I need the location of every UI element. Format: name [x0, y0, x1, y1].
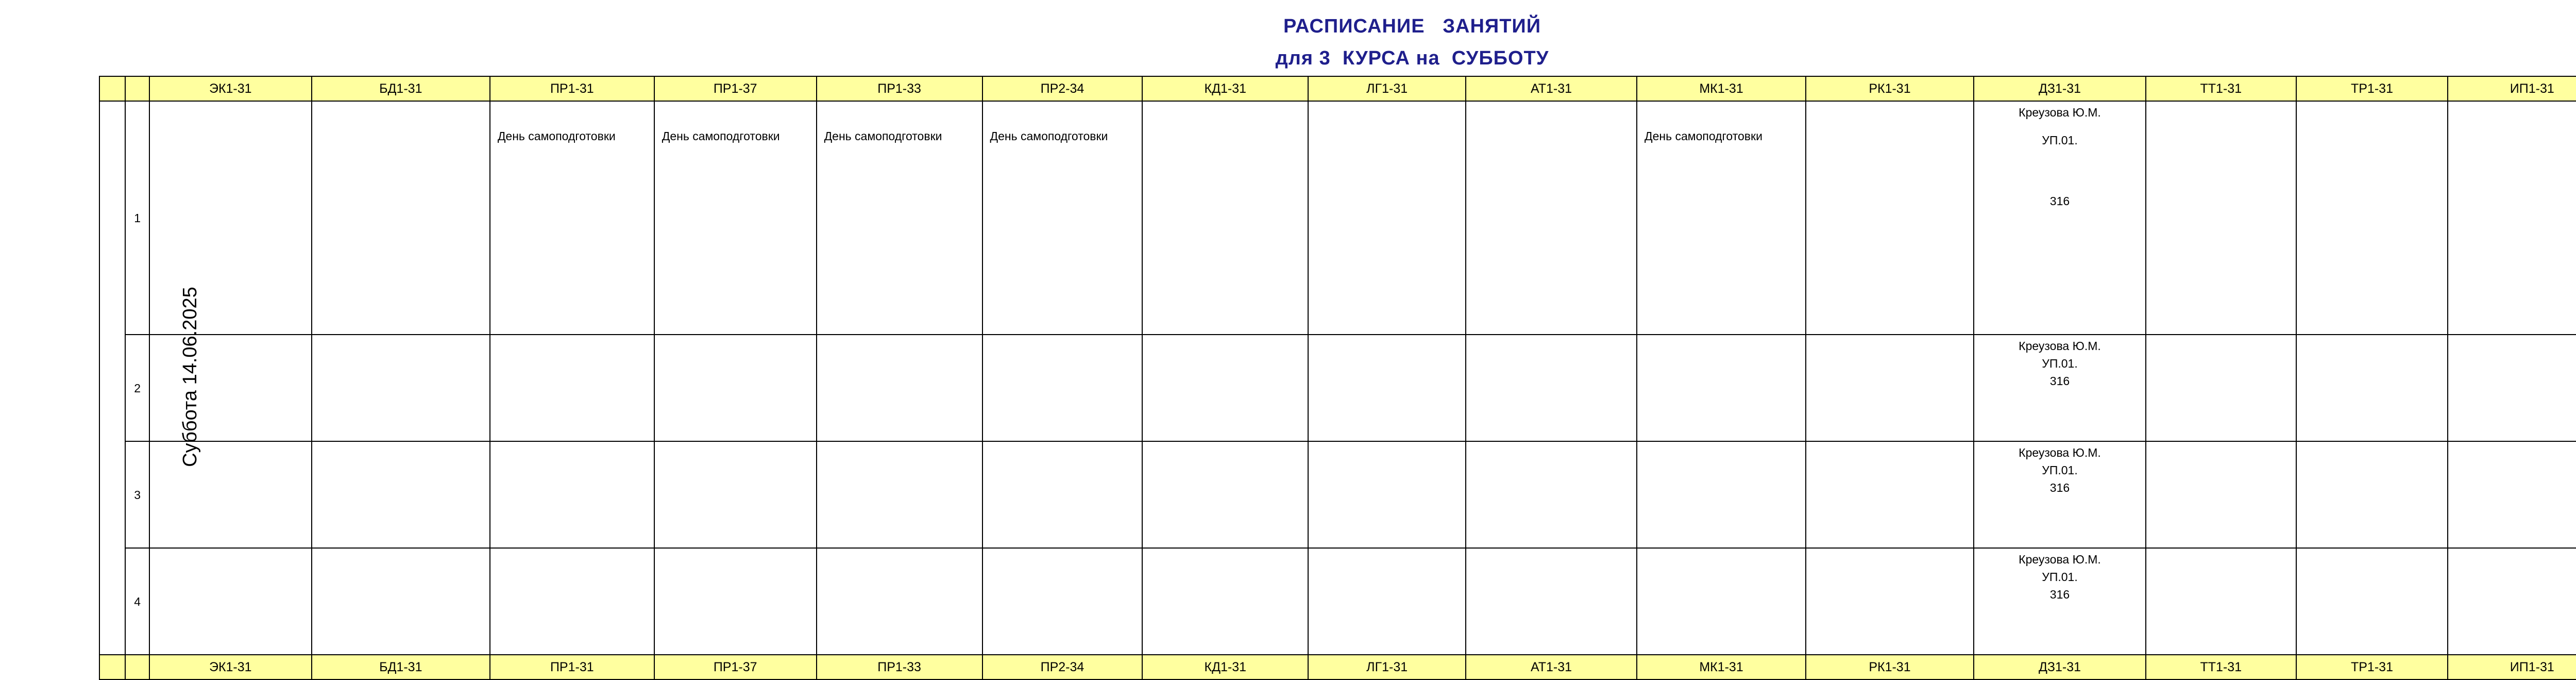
- group-header: РК1-31: [1806, 655, 1974, 679]
- subject-code: УП.01.: [2042, 357, 2078, 370]
- group-header: КД1-31: [1142, 76, 1308, 101]
- group-header: ДЗ1-31: [1974, 76, 2146, 101]
- schedule-cell: [1466, 548, 1637, 655]
- schedule-cell: [1142, 335, 1308, 441]
- schedule-cell: [2448, 335, 2576, 441]
- schedule-cell: День самоподготовки: [490, 101, 654, 335]
- schedule-cell: [312, 441, 490, 548]
- schedule-cell: [2448, 441, 2576, 548]
- schedule-title: РАСПИСАНИЕ ЗАНЯТИЙ: [1283, 15, 1541, 37]
- schedule-cell: [1637, 548, 1806, 655]
- schedule-cell: [1142, 548, 1308, 655]
- group-header: ТР1-31: [2296, 76, 2448, 101]
- group-header: ПР1-33: [817, 76, 982, 101]
- header-row-bottom: [99, 655, 2576, 679]
- schedule-cell: [1308, 441, 1466, 548]
- group-header: РК1-31: [1806, 76, 1974, 101]
- schedule-cell: [1142, 101, 1308, 335]
- teacher-name: Креузова Ю.М.: [2019, 446, 2101, 459]
- schedule-cell: [2296, 335, 2448, 441]
- group-header: ТТ1-31: [2146, 655, 2296, 679]
- period-row: [99, 335, 2576, 441]
- group-header: ЛГ1-31: [1308, 655, 1466, 679]
- group-header: ПР2-34: [982, 655, 1143, 679]
- schedule-cell: [1308, 548, 1466, 655]
- group-header: ЭК1-31: [149, 76, 312, 101]
- schedule-cell: [2296, 101, 2448, 335]
- group-header: ИП1-31: [2448, 76, 2576, 101]
- subject-code: УП.01.: [2042, 134, 2078, 147]
- schedule-cell: [490, 548, 654, 655]
- group-header: БД1-31: [312, 655, 490, 679]
- header-corner: [99, 655, 125, 679]
- schedule-cell: День самоподготовки: [817, 101, 982, 335]
- subject-code: УП.01.: [2042, 463, 2078, 477]
- group-header: ПР2-34: [982, 76, 1143, 101]
- teacher-name: Креузова Ю.М.: [2019, 553, 2101, 566]
- header-row-top: [99, 76, 2576, 101]
- schedule-cell: [1308, 335, 1466, 441]
- group-header: МК1-31: [1637, 655, 1806, 679]
- schedule-cell: [149, 441, 312, 548]
- subject-code: УП.01.: [2042, 570, 2078, 584]
- group-header: ТТ1-31: [2146, 76, 2296, 101]
- group-header: ТР1-31: [2296, 655, 2448, 679]
- schedule-cell: [312, 101, 490, 335]
- header-corner: [125, 76, 149, 101]
- schedule-cell: [1142, 441, 1308, 548]
- schedule-cell: [2296, 441, 2448, 548]
- group-header: МК1-31: [1637, 76, 1806, 101]
- group-header: ДЗ1-31: [1974, 655, 2146, 679]
- schedule-cell: [1466, 101, 1637, 335]
- schedule-cell: [2146, 548, 2296, 655]
- schedule-cell: [654, 548, 817, 655]
- group-header: ПР1-31: [490, 76, 654, 101]
- group-header: ЭК1-31: [149, 655, 312, 679]
- schedule-cell: [2296, 548, 2448, 655]
- day-label: Суббота 14.06.2025: [179, 287, 201, 467]
- schedule-cell: [2146, 335, 2296, 441]
- schedule-cell: [982, 441, 1143, 548]
- room-number: 316: [2049, 194, 2070, 208]
- schedule-cell: [817, 335, 982, 441]
- group-header: ЛГ1-31: [1308, 76, 1466, 101]
- teacher-name: Креузова Ю.М.: [2019, 106, 2101, 119]
- room-number: 316: [2049, 588, 2070, 601]
- group-header: ПР1-31: [490, 655, 654, 679]
- schedule-cell: [1308, 101, 1466, 335]
- schedule-cell: [312, 548, 490, 655]
- group-header: БД1-31: [312, 76, 490, 101]
- schedule-cell: [1637, 335, 1806, 441]
- period-row: [99, 548, 2576, 655]
- day-cell: [99, 101, 201, 655]
- period-row: [99, 101, 2576, 335]
- schedule-entry: [1974, 548, 2146, 655]
- schedule-cell: [982, 335, 1143, 441]
- schedule-cell: [817, 548, 982, 655]
- header-corner: [125, 655, 149, 679]
- schedule-cell: День самоподготовки: [982, 101, 1143, 335]
- schedule-cell: День самоподготовки: [1637, 101, 1806, 335]
- schedule-cell: [490, 441, 654, 548]
- period-number: 2: [125, 335, 149, 441]
- period-number: 4: [125, 548, 149, 655]
- schedule-cell: [1806, 441, 1974, 548]
- schedule-cell: [1806, 335, 1974, 441]
- room-number: 316: [2049, 374, 2070, 388]
- schedule-entry: [1974, 335, 2146, 441]
- schedule-cell: [2448, 101, 2576, 335]
- schedule-cell: День самоподготовки: [654, 101, 817, 335]
- group-header: ПР1-37: [654, 76, 817, 101]
- schedule-cell: [2146, 101, 2296, 335]
- header-corner: [99, 76, 125, 101]
- schedule-subtitle: для 3 КУРСА на СУББОТУ: [1275, 47, 1549, 69]
- schedule-cell: [2448, 548, 2576, 655]
- schedule-cell: [1637, 441, 1806, 548]
- period-row: [99, 441, 2576, 548]
- schedule-cell: [149, 335, 312, 441]
- schedule-cell: [312, 335, 490, 441]
- group-header: ИП1-31: [2448, 655, 2576, 679]
- schedule-cell: [149, 101, 312, 335]
- schedule-cell: [982, 548, 1143, 655]
- group-header: ПР1-33: [817, 655, 982, 679]
- teacher-name: Креузова Ю.М.: [2019, 339, 2101, 353]
- schedule-table: [99, 76, 2576, 680]
- period-number: 3: [125, 441, 149, 548]
- schedule-cell: [1806, 548, 1974, 655]
- schedule-cell: [654, 441, 817, 548]
- schedule-entry: [1974, 101, 2146, 335]
- schedule-cell: [1806, 101, 1974, 335]
- schedule-cell: [490, 335, 654, 441]
- schedule-cell: [654, 335, 817, 441]
- group-header: КД1-31: [1142, 655, 1308, 679]
- schedule-entry: [1974, 441, 2146, 548]
- schedule-cell: [1466, 441, 1637, 548]
- group-header: ПР1-37: [654, 655, 817, 679]
- room-number: 316: [2049, 481, 2070, 494]
- group-header: АТ1-31: [1466, 655, 1637, 679]
- schedule-cell: [817, 441, 982, 548]
- period-number: 1: [125, 101, 149, 335]
- schedule-cell: [149, 548, 312, 655]
- schedule-cell: [2146, 441, 2296, 548]
- group-header: АТ1-31: [1466, 76, 1637, 101]
- schedule-cell: [1466, 335, 1637, 441]
